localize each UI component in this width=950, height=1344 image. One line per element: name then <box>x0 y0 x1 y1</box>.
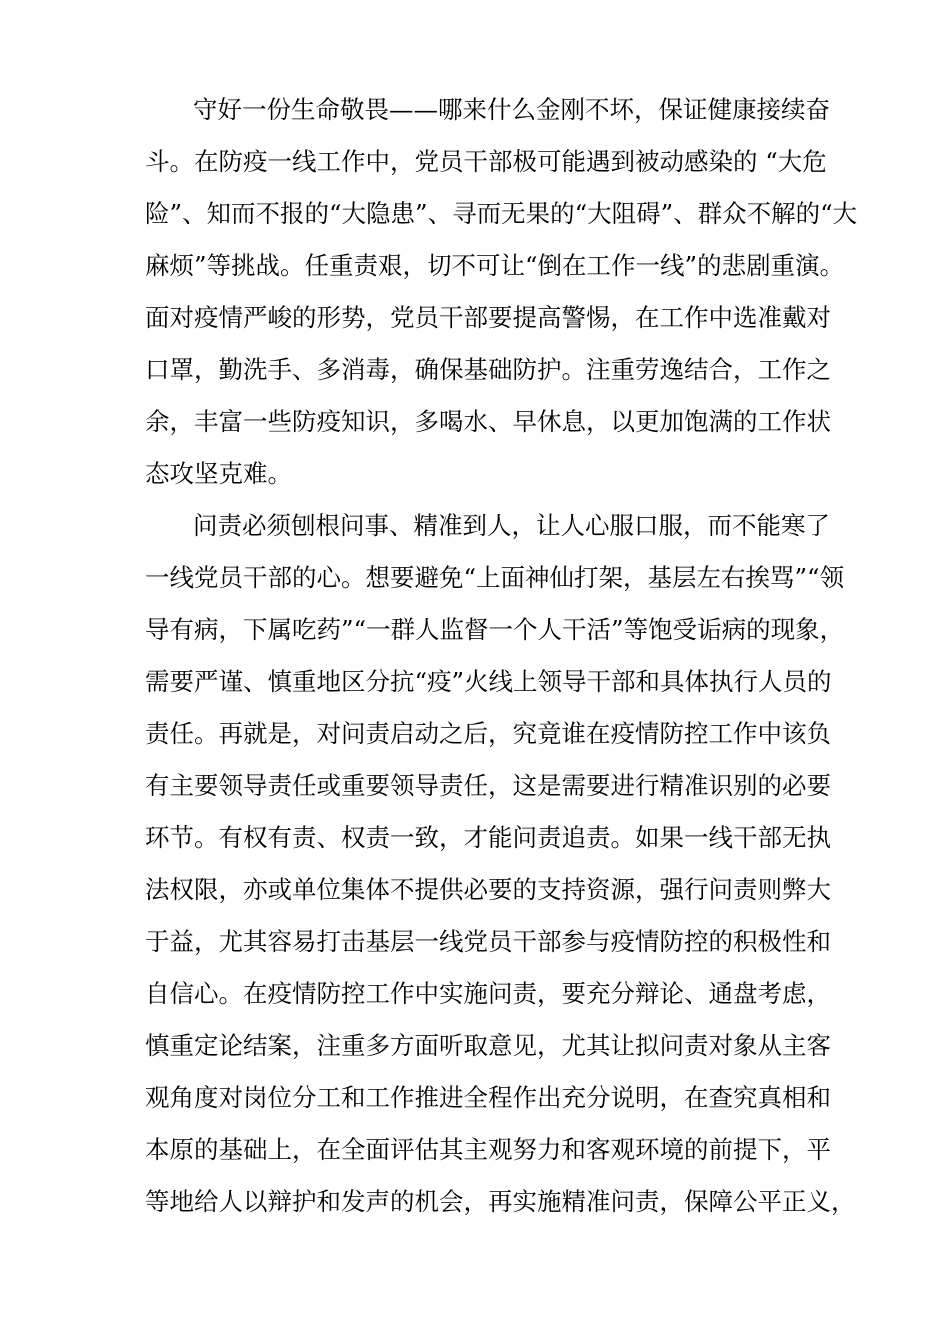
paragraph-2-line-7: 环节。有权有责、权责一致，才能问责追责。如果一线干部无执 <box>145 823 831 852</box>
paragraph-1-line-5: 面对疫情严峻的形势，党员干部要提高警惕，在工作中选准戴对 <box>145 303 831 332</box>
paragraph-2-line-2: 一线党员干部的心。想要避免“上面神仙打架，基层左右挨骂”“领 <box>145 563 845 592</box>
paragraph-2-line-3: 导有病，下属吃药”“一群人监督一个人干活”等饱受诟病的现象， <box>145 615 845 644</box>
paragraph-2-line-11: 慎重定论结案，注重多方面听取意见，尤其让拟问责对象从主客 <box>145 1031 831 1060</box>
paragraph-1-line-3: 险”、知而不报的“大隐患”、寻而无果的“大阻碍”、群众不解的“大 <box>145 199 858 228</box>
paragraph-2-line-13: 本原的基础上，在全面评估其主观努力和客观环境的前提下，平 <box>145 1135 831 1164</box>
paragraph-2-line-4: 需要严谨、慎重地区分抗“疫”火线上领导干部和具体执行人员的 <box>145 667 832 696</box>
paragraph-1-line-7: 余，丰富一些防疫知识，多喝水、早休息，以更加饱满的工作状 <box>145 407 831 436</box>
paragraph-2-line-12: 观角度对岗位分工和工作推进全程作出充分说明，在查究真相和 <box>145 1083 831 1112</box>
paragraph-2-line-8: 法权限，亦或单位集体不提供必要的支持资源，强行问责则弊大 <box>145 875 831 904</box>
paragraph-1-line-2: 斗。在防疫一线工作中，党员干部极可能遇到被动感染的 “大危 <box>145 147 827 176</box>
paragraph-2-line-1: 问责必须刨根问事、精准到人，让人心服口服，而不能寒了 <box>193 511 830 540</box>
paragraph-1-line-4: 麻烦”等挑战。任重责艰，切不可让“倒在工作一线”的悲剧重演。 <box>145 251 845 280</box>
paragraph-2-line-14: 等地给人以辩护和发声的机会，再实施精准问责，保障公平正义， <box>145 1187 856 1216</box>
paragraph-2-line-9: 于益，尤其容易打击基层一线党员干部参与疫情防控的积极性和 <box>145 927 831 956</box>
paragraph-2-line-5: 责任。再就是，对问责启动之后，究竟谁在疫情防控工作中该负 <box>145 719 831 748</box>
paragraph-2-line-10: 自信心。在疫情防控工作中实施问责，要充分辩论、通盘考虑， <box>145 979 831 1008</box>
paragraph-1-line-8: 态攻坚克难。 <box>145 459 292 488</box>
paragraph-1-line-1: 守好一份生命敬畏——哪来什么金刚不坏，保证健康接续奋 <box>193 95 830 124</box>
paragraph-2-line-6: 有主要领导责任或重要领导责任，这是需要进行精准识别的必要 <box>145 771 831 800</box>
paragraph-1-line-6: 口罩，勤洗手、多消毒，确保基础防护。注重劳逸结合，工作之 <box>145 355 831 384</box>
